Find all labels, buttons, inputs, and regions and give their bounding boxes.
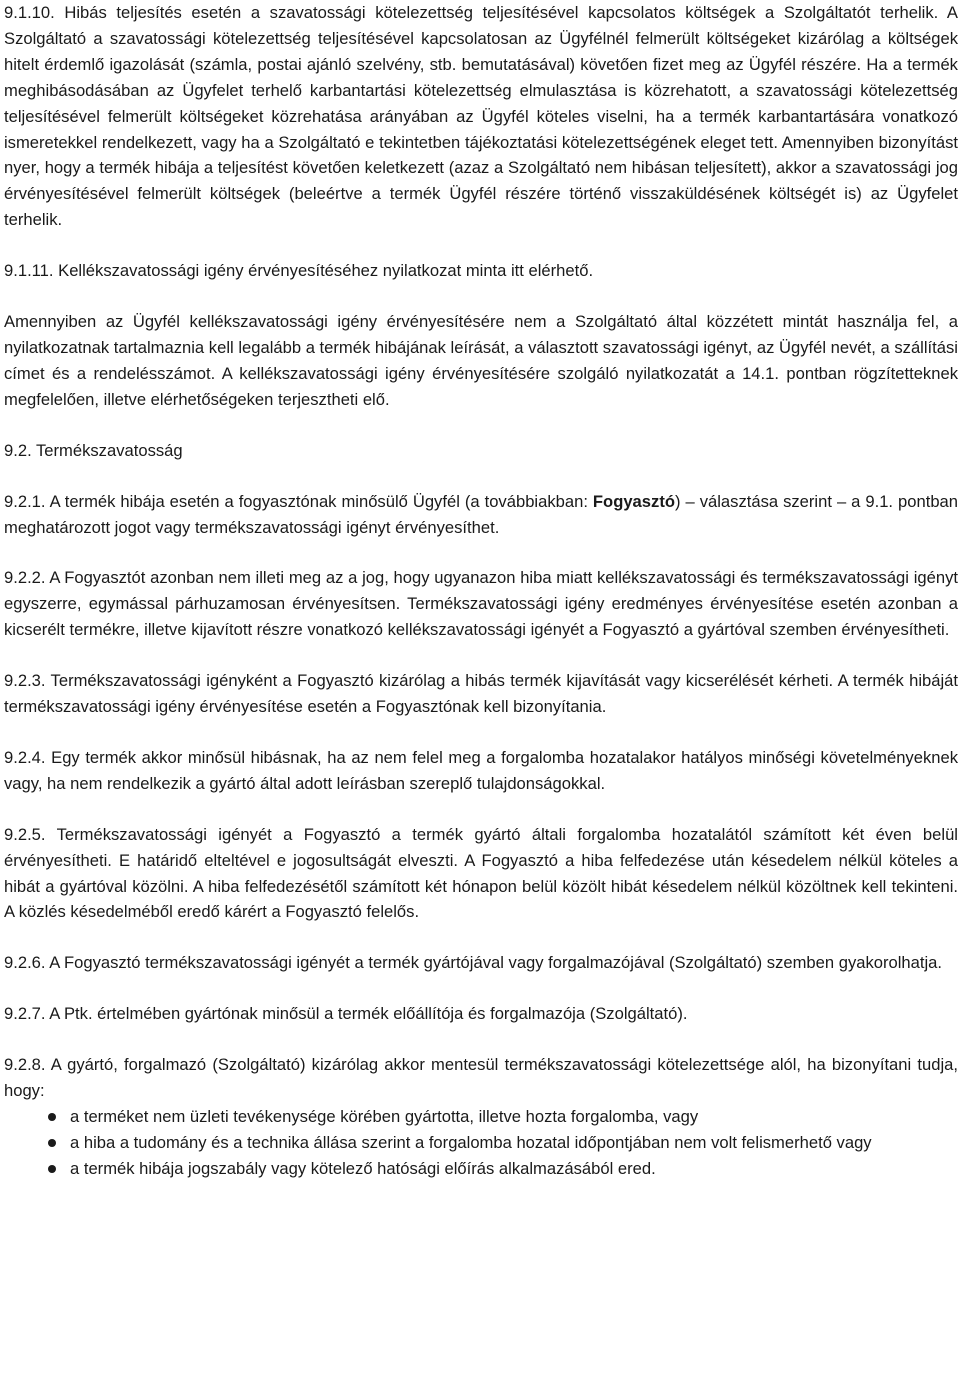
document-page xyxy=(4,0,958,1182)
paragraph-9-1-11: 9.1.11. Kellékszavatossági igény érvényesítéséhez nyilatkozat minta itt elérhető. xyxy=(4,261,594,281)
list-item-text: a hiba a tudomány és a technika állása szerint a forgalomba hozatal időpontjában nem volt felismerhető vagy xyxy=(70,1132,872,1152)
paragraph-9-2-2: 9.2.2. A Fogyasztót azonban nem illeti meg az a jog, hogy ugyanazon hiba miatt kellékszavatossági és termékszavatossági igényt egyszerre, egymással párhuzamosan érvényesítsen. Termékszavatossági igény eredményes érvényesítése esetén azonban a kicserélt termékre, illetve kijavított részre vonatkozó kellékszavatossági igényét a Fogyasztó a gyártóval szemben érvényesítheti. xyxy=(4,568,958,640)
list-item xyxy=(4,1104,958,1130)
paragraph-9-2-6: 9.2.6. A Fogyasztó termékszavatossági igényét a termék gyártójával vagy forgalmazójával (Szolgáltató) szemben gyakorolhatja. xyxy=(4,953,943,973)
paragraph-9-2-1 xyxy=(4,489,958,541)
paragraph-9-2-1-post: ) – választása szerint – a 9.1. pontban meghatározott jogot vagy termékszavatossági igényt érvényesíthet. xyxy=(4,491,959,537)
bullet-icon xyxy=(48,1139,56,1147)
bullet-icon xyxy=(48,1113,56,1121)
list-item-text: a terméket nem üzleti tevékenysége körében gyártotta, illetve hozta forgalomba, vagy xyxy=(70,1107,699,1126)
list-item-text: a termék hibája jogszabály vagy kötelező hatósági előírás alkalmazásából ered. xyxy=(70,1158,656,1178)
paragraph-9-2-1-pre: 9.2.1. A termék hibája esetén a fogyasztónak minősülő Ügyfél (a továbbiakban: xyxy=(4,491,593,511)
paragraph-9-2-7: 9.2.7. A Ptk. értelmében gyártónak minősül a termék előállítója és forgalmazója (Szolgáltató). xyxy=(4,1004,688,1024)
paragraph-9-1-10-part-a: 9.1.10. Hibás teljesítés esetén a szavatossági kötelezettség teljesítésével kapcsolatos költségek a Szolgáltatót terhelik. A Szolgáltató a szavatossági kötelezettség teljesítésével kapcsolatosan az Ügyfélnél felmerült költségeket kizárólag a költségek hitelt érdemlő igazolását (számla, postai ajánló szelvény, stb. bemutatásával) követően fizet meg az Ügyfél részére. xyxy=(4,3,958,74)
paragraph-9-1-10 xyxy=(4,0,958,233)
paragraph-9-2-8: 9.2.8. A gyártó, forgalmazó (Szolgáltató) kizárólag akkor mentesül termékszavatossági kötelezettsége alól, ha bizonyítani tudja, hogy: xyxy=(4,1055,958,1101)
paragraph-9-2-4: 9.2.4. Egy termék akkor minősül hibásnak, ha az nem felel meg a forgalomba hozatalakor hatályos minőségi követelményeknek vagy, ha nem rendelkezik a gyártó által adott leírásban szereplő tulajdonságokkal. xyxy=(4,747,958,793)
section-heading-9-2: 9.2. Termékszavatosság xyxy=(4,440,183,460)
paragraph-9-2-3: 9.2.3. Termékszavatossági igényként a Fogyasztó kizárólag a hibás termék kijavítását vagy kicserélését kérheti. A termék hibáját termékszavatossági igény érvényesítése esetén a Fogyasztónak kell bizonyítania. xyxy=(4,671,958,717)
list-item xyxy=(4,1156,958,1182)
exemption-list xyxy=(4,1104,958,1182)
paragraph-9-2-5: 9.2.5. Termékszavatossági igényét a Fogyasztó a termék gyártó általi forgalomba hozatalától számított két éven belül érvényesítheti. E határidő elteltével e jogosultságát elveszti. A Fogyasztó a hiba felfedezése után késedelem nélkül köteles a hibát a gyártóval közölni. A hiba felfedezésétől számított két hónapon belül közölt hibát késedelem nélkül közöltnek kell tekinteni. A közlés késedelméből eredő kárért a Fogyasztó felelős. xyxy=(4,824,958,922)
list-item xyxy=(4,1130,958,1156)
defined-term-fogyaszto: Fogyasztó xyxy=(592,491,675,511)
paragraph-amennyiben: Amennyiben az Ügyfél kellékszavatossági igény érvényesítésére nem a Szolgáltató által közzétett mintát használja fel, a nyilatkozatnak tartalmaznia kell legalább a termék hibájának leírását, a választott szavatossági igényt, az Ügyfél nevét, a szállítási címet és a rendelésszámot. A kellékszavatossági igény érvényesítésére szolgáló nyilatkozatát a 14.1. pontban rögzítetteknek megfelelően, illetve elérhetőségeken terjesztheti elő. xyxy=(4,312,958,409)
paragraph-9-1-10-part-b: Ha a termék meghibásodásában az Ügyfelet terhelő karbantartási kötelezettség elmulasztása is közrehatott, a szavatossági kötelezettség teljesítésével felmerült költségeket közrehatása arányában az Ügyfél köteles viselni, ha a termék karbantartására vonatkozó ismeretekkel rendelkezett, vagy ha a Szolgáltató e tekintetben tájékoztatási kötelezettségének eleget tett. Amennyiben bizonyítást nyer, hogy a termék hibája a teljesítést követően keletkezett (azaz a Szolgáltató nem hibásan teljesített), akkor a szavatossági jog érvényesítésével felmerült költségek (beleértve a termék Ügyfél részére történő visszaküldésének költségét is) az Ügyfelet terhelik. xyxy=(4,54,958,230)
bullet-icon xyxy=(48,1165,56,1173)
